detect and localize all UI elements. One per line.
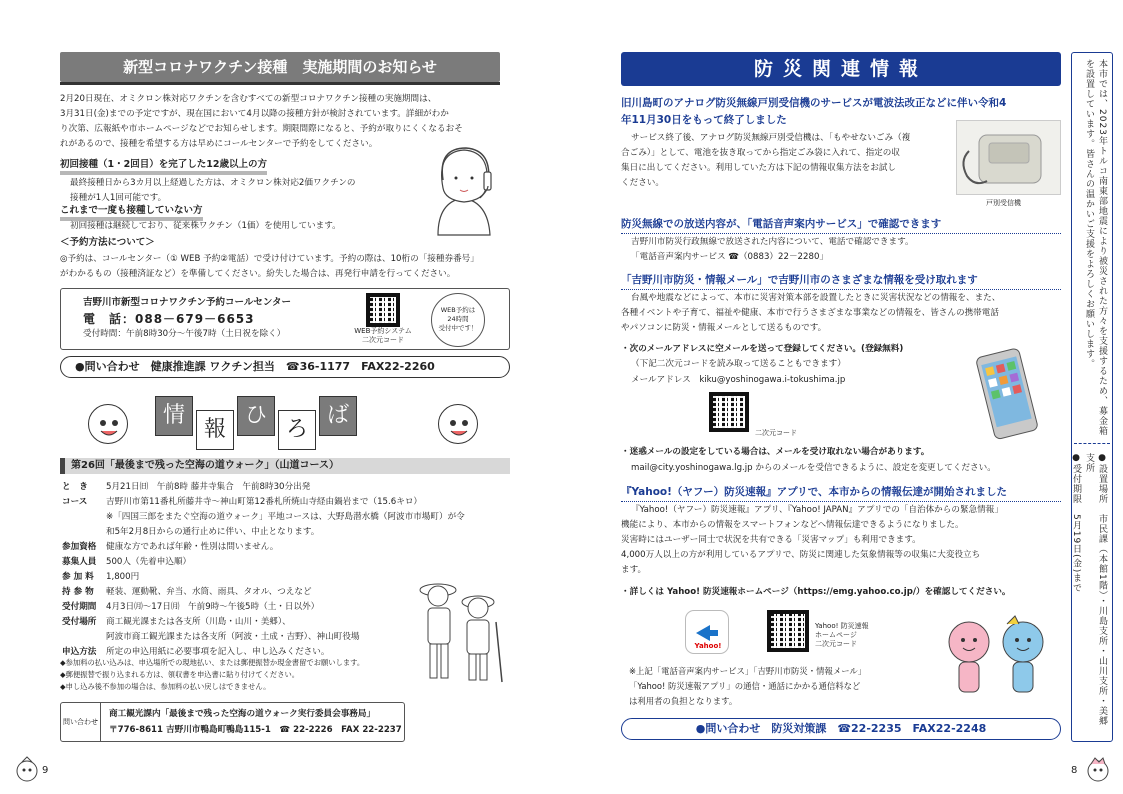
section-4-rule	[621, 501, 1061, 502]
event-row: コース 吉野川市第11番札所藤井寺～神山町第12番札所焼山寺経由鍋岩まで（15.6キロ） ※「四国三郎をまたぐ空海の道ウォーク」平地コースは、大野島潜水橋（阿波市市場町）が令 和5年2月8日からの通行止めに伴い、中止となります。	[62, 497, 465, 537]
mascot-left	[88, 404, 128, 444]
bousai-inquiry: ●問い合わせ 防災対策課 ☎22-2235 FAX22-2248	[621, 718, 1061, 740]
section-2-rule	[621, 233, 1061, 234]
tile-2: 報	[196, 410, 234, 450]
vaccine-text-2: 初回接種は継続しており、従来株ワクチン（1価）を使用しています。	[70, 221, 341, 231]
section-1-heading: 旧川島町のアナログ防災無線戸別受信機のサービスが電波法改正などに伴い令和4 年11月30日をもって終了しました	[621, 97, 1007, 126]
page-number-left: 9	[42, 765, 49, 776]
event-row: 募集人員 500人（先着申込順）	[62, 557, 192, 567]
event-row: 申込方法 所定の申込用紙に必要事項を記入し、申し込みください。	[62, 647, 330, 657]
vaccine-title: 新型コロナワクチン接種 実施期間のお知らせ	[60, 52, 500, 82]
page-number-right: 8	[1071, 765, 1078, 776]
mail-bullet-1: ・次のメールアドレスに空メールを送って登録してください。(登録無料)	[621, 344, 904, 354]
mail-qr-caption: 二次元コード	[755, 429, 797, 437]
mascots-illustration	[937, 614, 1057, 709]
left-page	[0, 0, 561, 794]
section-3-heading: 「吉野川市防災・情報メール」で吉野川市のさまざまな情報を受け取れます	[621, 274, 978, 286]
mail-qr-code[interactable]	[709, 392, 749, 432]
tile-3: ひ	[237, 396, 275, 436]
section-4-body: 『Yahoo!（ヤフー）防災速報』アプリ、『Yahoo! JAPAN』アプリでの「自治体からの緊急情報」 機能により、本市からの情報をスマートフォンなどへ情報伝達できるようになりました。 災害時にはユーザー同士で状況を共有できる「災害マップ」も利用できます。 4,000万人以上の方が利用しているアプリで、防災に関連した気象情報等の収集に大変役立ち ます。	[621, 505, 1003, 575]
mail-bullet-2-sub: mail@city.yoshinogawa.lg.jp からのメールを受信できるように、設定を変更してください。	[631, 463, 996, 473]
web-reservation-bubble: WEB予約は 24時間 受付中です！	[431, 293, 485, 347]
right-page	[561, 0, 1123, 794]
event-row: 受付場所 商工観光課または各支所（川島・山川・美郷）、 阿波市商工観光課または各支所（阿波・土成・吉野）、神山町役場	[62, 617, 360, 642]
contact-label: 問い合わせ	[61, 703, 101, 741]
section-3-rule	[621, 289, 1061, 290]
tile-1: 情	[155, 396, 193, 436]
smartphone-illustration	[971, 348, 1041, 440]
qr-caption: WEB予約システム 二次元コード	[354, 327, 412, 344]
vaccine-inquiry: ●問い合わせ 健康推進課 ワクチン担当 ☎36-1177 FAX22-2260	[60, 356, 510, 378]
tile-4: ろ	[278, 410, 316, 450]
section-3-body: 台風や地震などによって、本市に災害対策本部を設置したときに災害状況などの情報を、また、 各種イベントや子育て、福祉や健康、本市で行うさまざまな事業などの情報を、皆さんの携帯電話 やパソコンに防災・情報メールとして送るものです。	[621, 293, 1001, 333]
web-reservation-qr-code[interactable]	[366, 293, 400, 327]
event-row: と き 5月21日㈰ 午前8時 藤井寺集合 午前8時30分出発	[62, 482, 311, 492]
vaccine-banner	[60, 52, 500, 85]
call-center-name: 吉野川市新型コロナワクチン予約コールセンター	[83, 297, 291, 308]
bousai-banner: 防災関連情報	[621, 52, 1061, 86]
mascot-right	[438, 404, 478, 444]
section-2-body: 吉野川市防災行政無線で放送された内容について、電話で確認できます。 「電話音声案内サービス ☎（0883）22－2280」	[631, 237, 914, 262]
call-center-tel: 電 話：088－679－6653	[83, 312, 255, 326]
page-mascot-left	[14, 756, 40, 782]
yahoo-qr-caption: Yahoo! 防災速報 ホームページ 二次元コード	[815, 622, 869, 648]
donation-text: 本市では、2023年トルコ南東部地震により被災された方々を支援するため、募金箱を設置しています。皆さんの温かいご支援をよろしくお願いします。	[1084, 59, 1107, 436]
event-row: 受付期間 4月3日㈪～17日㈪ 午前9時～午後5時（土・日以外）	[62, 602, 320, 612]
page-mascot-right	[1085, 756, 1111, 782]
section-2-heading: 防災無線での放送内容が、「電話音声案内サービス」で確認できます	[621, 218, 942, 230]
woman-on-phone-illustration	[418, 140, 508, 240]
contact-address: 〒776-8611 吉野川市鴨島町鴨島115-1 ☎ 22-2226 FAX 22-2237	[109, 725, 402, 735]
yahoo-app-label: Yahoo!	[694, 642, 722, 650]
tile-5: ば	[319, 396, 357, 436]
section-4-heading: 『Yahoo!（ヤフー）防災速報』アプリで、本市からの情報伝達が開始されました	[621, 486, 1007, 498]
call-center-hours: 受付時間：午前8時30分～午後7時（土日祝を除く）	[83, 329, 286, 339]
hikers-illustration	[408, 572, 508, 687]
event-row: 持 参 物 軽装、運動靴、弁当、水筒、雨具、タオル、つえなど	[62, 587, 312, 597]
mail-bullet-2: ・迷惑メールの設定をしている場合は、メールを受け取れない場合があります。	[621, 447, 930, 457]
section-1-body: サービス終了後、アナログ防災無線戸別受信機は、「もやせないごみ（複 合ごみ）」として、電池を抜き取ってから指定ごみ袋に入れて、指定の収 集日に出してください。利用していた方は下記の情報収集方法をお試し ください。	[621, 133, 911, 188]
event-title: 第26回「最後まで残った空海の道ウォーク」（山道コース）	[60, 458, 510, 474]
donation-details: ●設置場所 市民課（本館1階）・川島支所・山川支所・美郷支所 ●受付期限 5月19日(金)まで	[1071, 453, 1107, 727]
yahoo-qr-code[interactable]	[767, 610, 809, 652]
mail-address[interactable]: メールアドレス kiku@yoshinogawa.i-tokushima.jp	[631, 375, 846, 385]
mail-bullet-1-sub: （下記二次元コードを読み取って送ることもできます）	[631, 359, 846, 369]
joho-hiroba-title	[155, 396, 360, 450]
yahoo-app-icon[interactable]	[685, 610, 729, 654]
event-row: 参 加 料 1,800円	[62, 572, 140, 582]
vaccine-text-1: 最終接種日から3カ月以上経過した方は、オミクロン株対応2価ワクチンの 接種が1人1回可能です。	[70, 178, 356, 203]
donation-notice	[1071, 52, 1113, 742]
section-4-note: ※上記「電話音声案内サービス」「吉野川市防災・情報メール」 「Yahoo! 防災速報アプリ」の通信・通話にかかる通信料など は利用者の負担となります。	[629, 666, 867, 706]
vaccine-subhead-1: 初回接種（1・2回目）を完了した12歳以上の方	[60, 158, 267, 175]
vaccine-text-3: ◎予約は、コールセンター（① WEB 予約②電話）で受け付けています。予約の際は、10桁の「接種券番号」 がわかるもの（接種済証など）を準備してください。紛失した場合は、再発行申請を行ってください。	[60, 254, 479, 279]
yahoo-bullet: ・詳しくは Yahoo! 防災速報ホームページ（https://emg.yahoo.co.jp/）を確認してください。	[621, 587, 1011, 597]
contact-name: 商工観光課内「最後まで残った空海の道ウォーク実行委員会事務局」	[109, 709, 376, 719]
donation-divider	[1074, 443, 1110, 444]
event-contact-box	[60, 702, 405, 742]
vaccine-subhead-2: これまで一度も接種していない方	[60, 204, 203, 221]
vaccine-subhead-3: ＜予約方法について＞	[60, 237, 155, 248]
event-notes: ◆参加料の払い込みは、申込場所での現地払い、または郵便振替か現金書留でお願いします。 ◆郵便振替で振り込まれる方は、領収書を申込書に貼り付けてください。 ◆申し込み後不参加の場合は、参加料の払い戻しはできません。	[60, 658, 365, 691]
event-row: 参加資格 健康な方であれば年齢・性別は問いません。	[62, 542, 279, 552]
receiver-photo	[956, 120, 1061, 195]
receiver-photo-caption: 戸別受信機	[986, 199, 1021, 207]
call-center-box	[60, 288, 510, 350]
vaccine-intro: 2月20日現在、オミクロン株対応ワクチンを含むすべての新型コロナワクチン接種の実施期間は、 3月31日(金)までの予定ですが、現在国において4月以降の接種方針が検討されています。詳細がわか り次第、広報紙や市ホームページなどでお知らせします。期限間際になると、予約が取りにくくなるおそ れがあるので、接種を希望する方は早めにコールセンターで予約をしてください。	[60, 94, 463, 149]
